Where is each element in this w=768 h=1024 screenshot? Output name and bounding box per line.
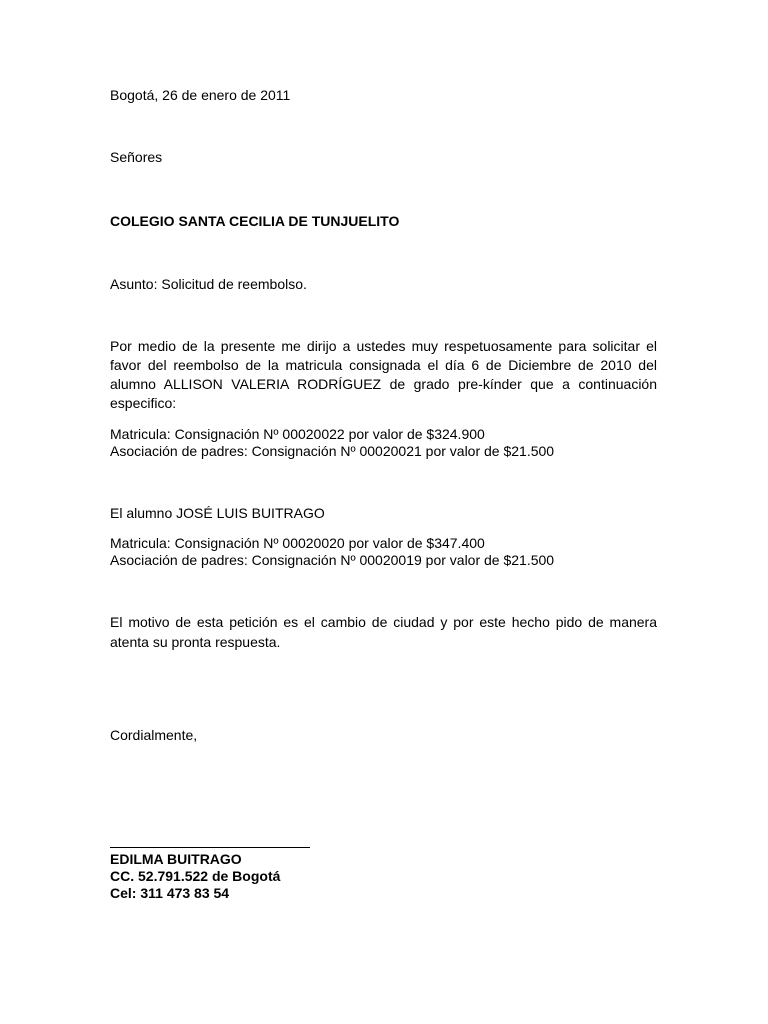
date-line: Bogotá, 26 de enero de 2011 <box>110 87 291 103</box>
recipient-name: COLEGIO SANTA CECILIA DE TUNJUELITO <box>110 213 400 229</box>
salutation: Señores <box>110 149 163 165</box>
student1-payments <box>110 426 657 460</box>
signer-id: CC. 52.791.522 de Bogotá <box>110 868 281 884</box>
payment-line: Asociación de padres: Consignación Nº 00020021 por valor de $21.500 <box>110 443 555 459</box>
payment-line: Asociación de padres: Consignación Nº 00020019 por valor de $21.500 <box>110 552 555 568</box>
payment-line: Matricula: Consignación Nº 00020022 por valor de $324.900 <box>110 426 485 442</box>
reason-paragraph: El motivo de esta petición es el cambio de ciudad y por este hecho pido de manera atenta su pronta respuesta. <box>110 614 657 650</box>
closing-line: Cordialmente, <box>110 727 198 743</box>
signature-block <box>110 851 280 902</box>
payment-line: Matricula: Consignación Nº 00020020 por valor de $347.400 <box>110 535 485 551</box>
signer-name: EDILMA BUITRAGO <box>110 851 242 867</box>
student2-line: El alumno JOSÉ LUIS BUITRAGO <box>110 505 325 521</box>
body-intro-paragraph: Por medio de la presente me dirijo a ustedes muy respetuosamente para solicitar el favor del reembolso de la matricula consignada el día 6 de Diciembre de 2010 del alumno ALLISON VALERIA RODRÍGUEZ de grado pre-kínder que a continuación especifico: <box>110 338 657 411</box>
subject-line: Asunto: Solicitud de reembolso. <box>110 276 307 292</box>
student2-payments <box>110 535 657 569</box>
signature-line <box>110 847 310 848</box>
signer-phone: Cel: 311 473 83 54 <box>110 885 230 901</box>
